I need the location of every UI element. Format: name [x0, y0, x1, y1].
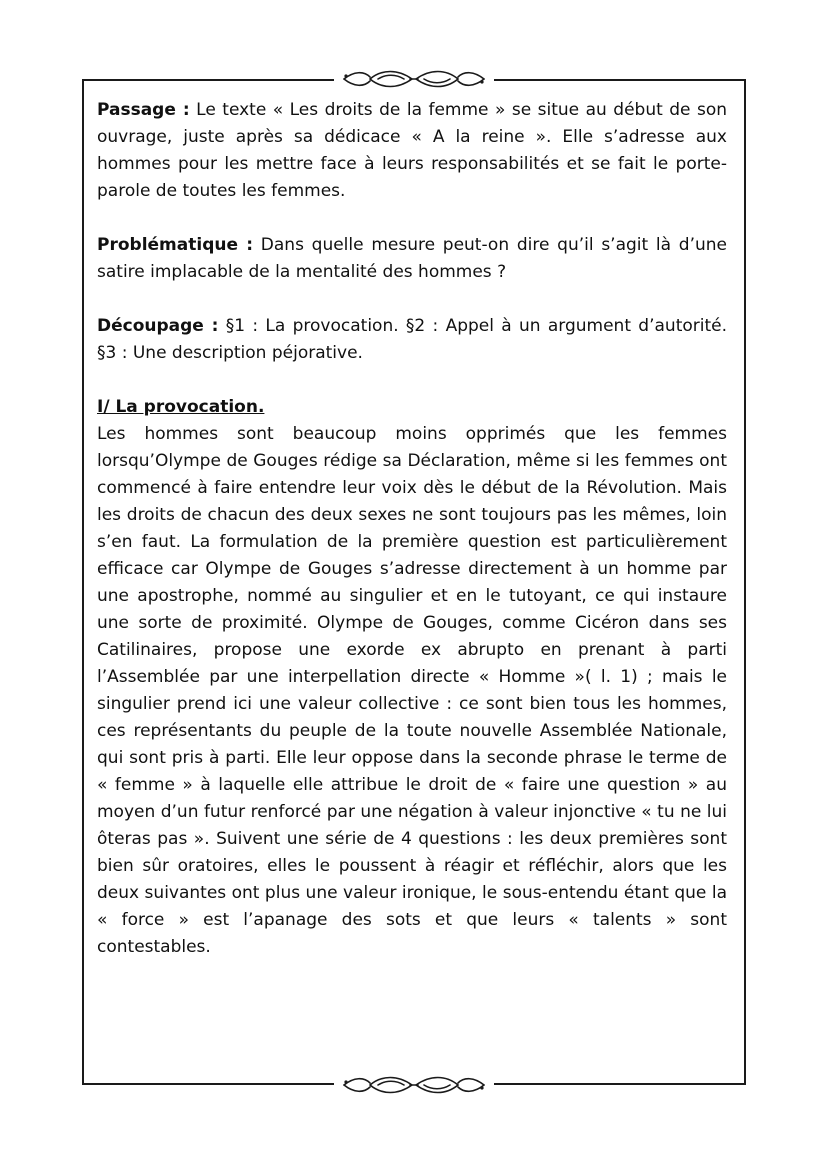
top-flourish-ornament-icon [334, 67, 494, 91]
decoupage-paragraph [97, 313, 727, 367]
problematique-paragraph [97, 232, 727, 286]
passage-label: Passage : [97, 100, 190, 120]
problematique-text: Dans quelle mesure peut-on dire qu’il s’agit là d’une satire implacable de la mentalité des hommes ? [97, 235, 727, 282]
decoupage-text: §1 : La provocation. §2 : Appel à un argument d’autorité. §3 : Une description péjorative. [97, 316, 727, 363]
document-content [97, 97, 727, 988]
decoupage-label: Découpage : [97, 316, 219, 336]
section-heading-provocation: I/ La provocation. [97, 397, 265, 417]
passage-paragraph [97, 97, 727, 205]
bottom-flourish-ornament-icon [334, 1073, 494, 1097]
problematique-label: Problématique : [97, 235, 254, 255]
passage-text: Le texte « Les droits de la femme » se situe au début de son ouvrage, juste après sa dédicace « A la reine ». Elle s’adresse aux hommes pour les mettre face à leurs responsabilités et se fait le porte-parole de toutes les femmes. [97, 100, 727, 201]
section-body-provocation: Les hommes sont beaucoup moins opprimés que les femmes lorsqu’Olympe de Gouges rédige sa Déclaration, même si les femmes ont commencé à faire entendre leur voix dès le début de la Révolution. Mais les droits de chacun des deux sexes ne sont toujours pas les mêmes, loin s’en faut. La formulation de la première question est particulièrement efficace car Olympe de Gouges s’adresse directement à un homme par une apostrophe, nommé au singulier et en le tutoyant, ce qui instaure une sorte de proximité. Olympe de Gouges, comme Cicéron dans ses Catilinaires, propose une exorde ex abrupto en prenant à parti l’Assemblée par une interpellation directe « Homme »( l. 1) ; mais le singulier prend ici une valeur collective : ce sont bien tous les hommes, ces représentants du peuple de la toute nouvelle Assemblée Nationale, qui sont pris à parti. Elle leur oppose dans la seconde phrase le terme de « femme » à laquelle elle attribue le droit de « faire une question » au moyen d’un futur renforcé par une négation à valeur injonctive « tu ne lui ôteras pas ». Suivent une série de 4 questions : les deux premières sont bien sûr oratoires, elles le poussent à réagir et réfléchir, alors que les deux suivantes ont plus une valeur ironique, le sous-entendu étant que la « force » est l’apanage des sots et que leurs « talents » sont contestables. [97, 424, 727, 957]
